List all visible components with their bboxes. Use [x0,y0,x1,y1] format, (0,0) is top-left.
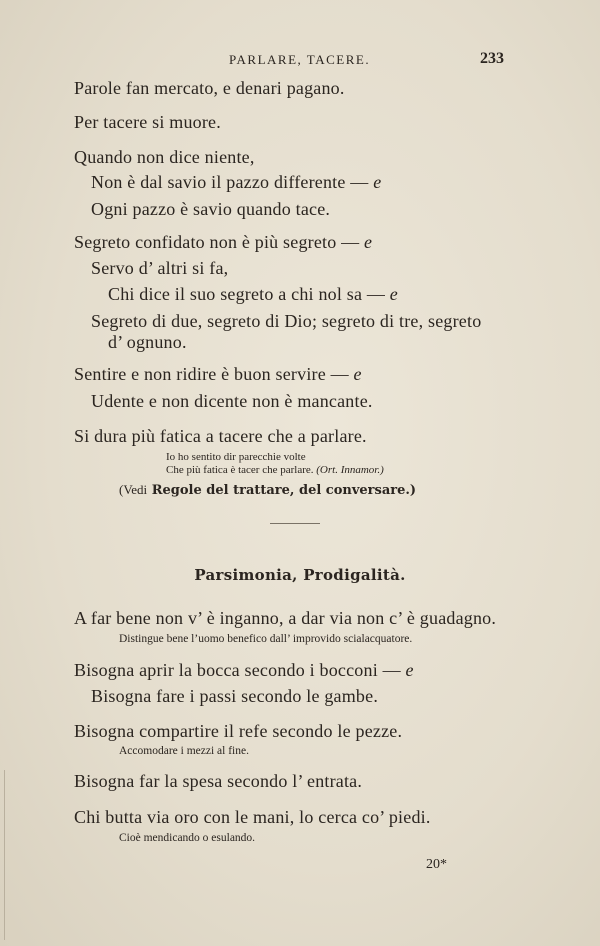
gloss-line: Cioè mendicando o esulando. [119,832,256,844]
running-header [0,50,600,70]
proverb-line: Bisogna aprir la bocca secondo i bocconi — e [74,660,414,680]
section-divider [270,523,320,524]
see-also-reference: (Vedi Regole del trattare, del conversare.) [119,482,417,498]
running-title: PARLARE, TACERE. [229,52,371,67]
conjunction-e: e [389,284,398,304]
conjunction-e: e [353,364,362,384]
conjunction-e: e [405,660,414,680]
proverb-line: Servo d’ altri si fa, [91,258,229,278]
proverb-line: Bisogna fare i passi secondo le gambe. [91,686,379,706]
quote-line: Io ho sentito dir parecchie volte [166,451,306,463]
proverb-line: Si dura più fatica a tacere che a parlare. [74,426,367,446]
proverb-line: Non è dal savio il pazzo differente — e [91,172,382,192]
proverb-line: Sentire e non ridire è buon servire — e [74,364,362,384]
proverb-line: Chi dice il suo segreto a chi nol sa — e [108,284,398,304]
conjunction-e: e [364,232,373,252]
page-edge-line [4,770,5,940]
proverb-line: Ogni pazzo è savio quando tace. [91,199,331,219]
conjunction-e: e [373,172,382,192]
proverb-line: Chi butta via oro con le mani, lo cerca co’ piedi. [74,807,431,827]
page-number: 233 [480,50,504,67]
proverb-line: Segreto confidato non è più segreto — e [74,232,373,252]
proverb-line: d’ ognuno. [108,332,187,352]
proverb-line: Udente e non dicente non è mancante. [91,391,373,411]
proverb-line: Per tacere si muore. [74,112,221,132]
proverb-line: Segreto di due, segreto di Dio; segreto di tre, segreto [91,311,482,331]
gloss-line: Distingue bene l’uomo benefico dall’ improvido scialacquatore. [119,633,413,645]
quote-citation: (Ort. Innamor.) [316,464,384,476]
proverb-line: A far bene non v’ è inganno, a dar via non c’ è guadagno. [74,608,497,628]
section-title: Parsimonia, Prodigalità. [194,566,406,584]
quote-line: Che più fatica è tacer che parlare. (Ort. Innamor.) [166,464,384,476]
signature-mark: 20* [426,857,447,872]
proverb-line: Bisogna compartire il refe secondo le pezze. [74,721,403,741]
proverb-line: Bisogna far la spesa secondo l’ entrata. [74,771,363,791]
gloss-line: Accomodare i mezzi al fine. [119,745,249,757]
proverb-line: Parole fan mercato, e denari pagano. [74,78,345,98]
proverb-line: Quando non dice niente, [74,147,255,167]
